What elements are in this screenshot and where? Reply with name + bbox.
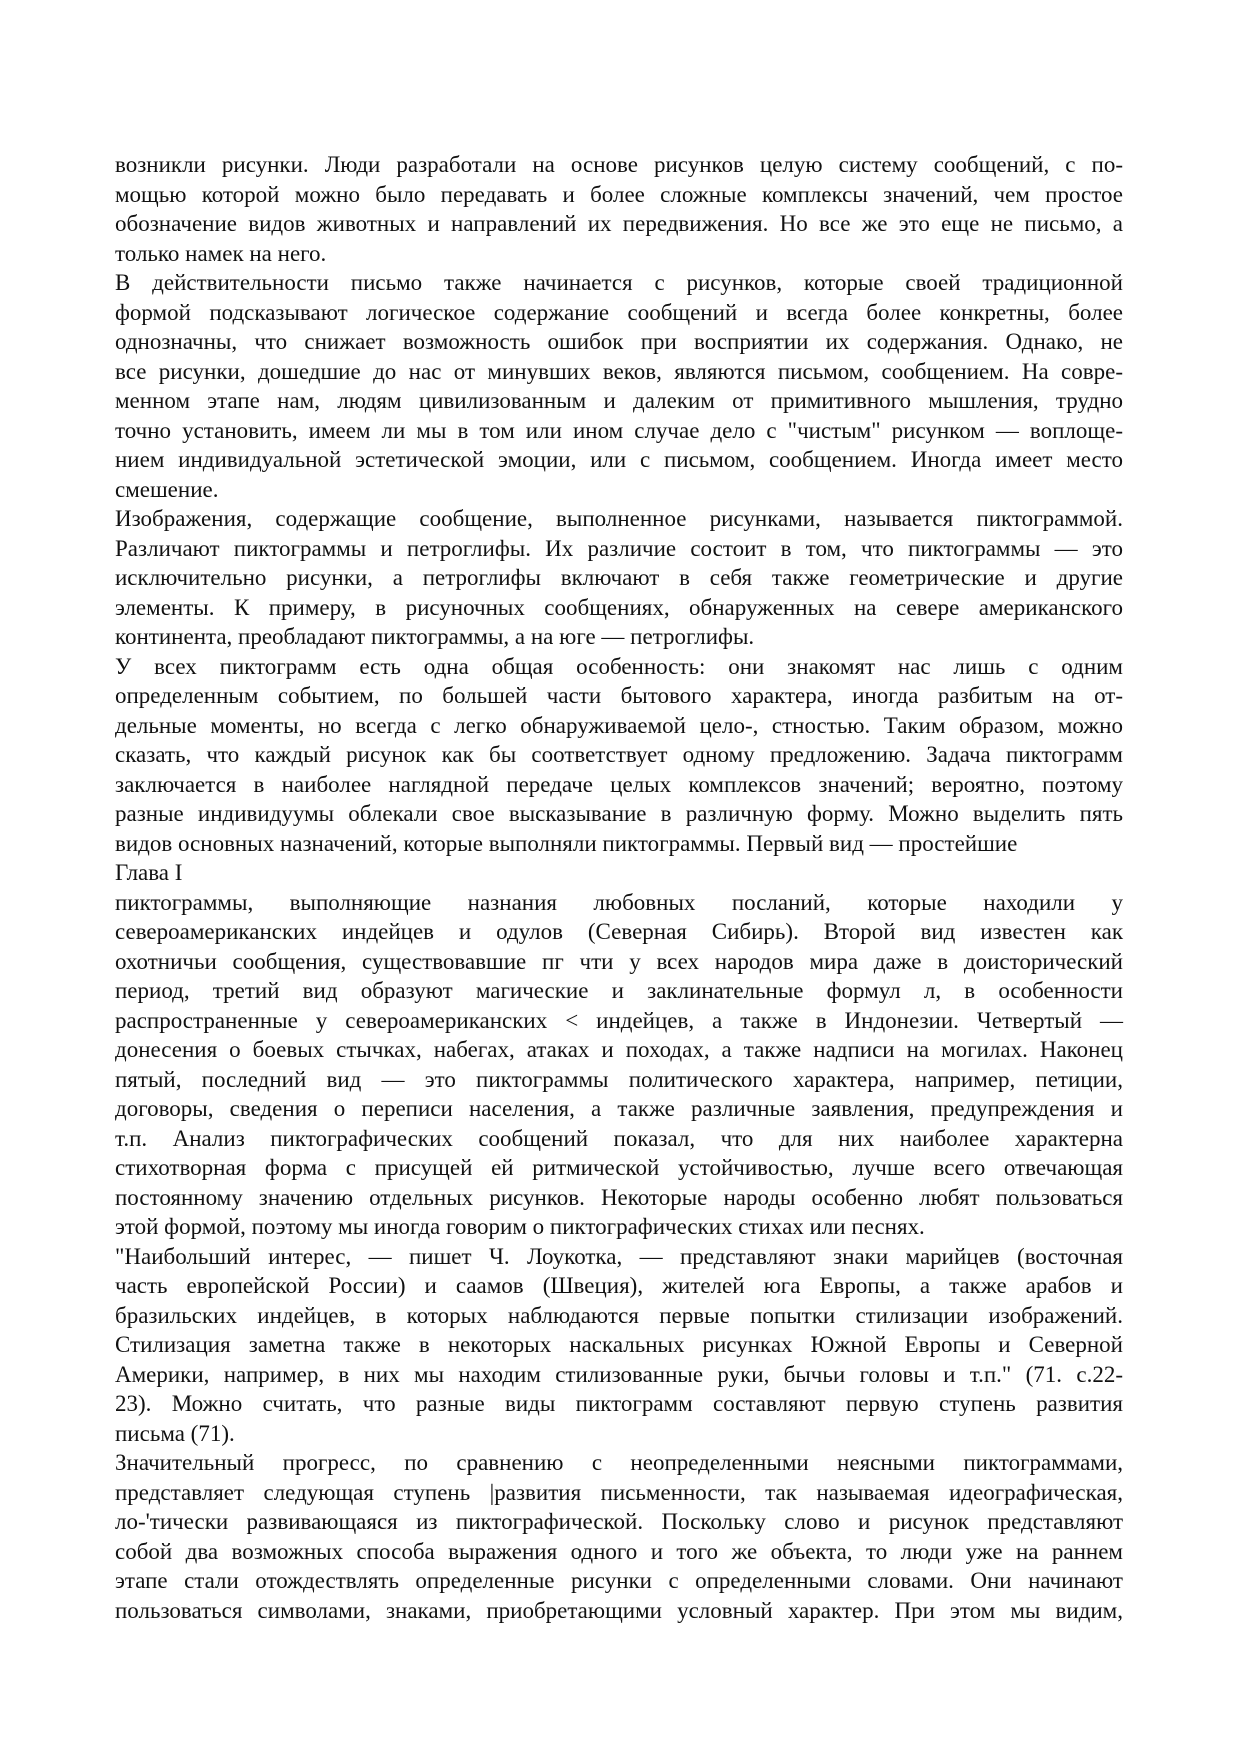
text-line: 23). Можно считать, что разные виды пиктограмм составляют первую ступень развития xyxy=(115,1391,1123,1416)
text-line: период, третий вид образуют магические и заклинательные формул л, в особенности xyxy=(115,978,1123,1003)
text-line: собой два возможных способа выражения одного и того же объекта, то люди уже на раннем xyxy=(115,1538,1123,1564)
paragraph xyxy=(115,1448,1123,1625)
text-line: т.п. Анализ пиктографических сообщений показал, что для них наиболее характерна xyxy=(115,1125,1123,1151)
text-line: нием индивидуальной эстетической эмоции, или с письмом, сообщением. Иногда имеет место xyxy=(115,447,1123,472)
text-line: смешение. xyxy=(115,476,219,502)
text-line: видов основных назначений, которые выполняли пиктограммы. Первый вид — простейшие xyxy=(115,830,1018,856)
text-line: только намек на него. xyxy=(115,240,327,266)
text-line: исключительно рисунки, а петроглифы включают в себя также геометрические и другие xyxy=(115,565,1123,590)
text-line: этапе стали отождествлять определенные рисунки с определенными словами. Они начинают xyxy=(115,1568,1123,1593)
document-page xyxy=(115,150,1123,1625)
text-line: постоянному значению отдельных рисунков. Некоторые народы особенно любят пользоваться xyxy=(115,1184,1123,1210)
text-line: Значительный прогресс, по сравнению с неопределенными неясными пиктограммами, xyxy=(115,1450,1123,1475)
text-line: Стилизация заметна также в некоторых наскальных рисунках Южной Европы и Северной xyxy=(115,1332,1123,1357)
text-line: бразильских индейцев, в которых наблюдаются первые попытки стилизации изображений. xyxy=(115,1302,1123,1328)
text-line: североамериканских индейцев и одулов (Северная Сибирь). Второй вид известен как xyxy=(115,919,1123,944)
paragraph xyxy=(115,888,1123,1242)
text-line: заключается в наиболее наглядной передаче целых комплексов значений; вероятно, поэтому xyxy=(115,771,1123,797)
text-line: Изображения, содержащие сообщение, выполненное рисунками, называется пиктограммой. xyxy=(115,506,1123,531)
text-line: точно установить, имеем ли мы в том или ином случае дело с "чистым" рисунком — воплоще- xyxy=(115,417,1123,443)
text-line: пользоваться символами, знаками, приобретающими условный характер. При этом мы видим, xyxy=(115,1597,1123,1623)
text-line: элементы. К примеру, в рисуночных сообщениях, обнаруженных на севере американского xyxy=(115,594,1123,620)
text-line: разные индивидуумы облекали свое высказывание в различную форму. Можно выделить пять xyxy=(115,801,1123,826)
text-line: распространенные у североамериканских < индейцев, а также в Индонезии. Четвертый — xyxy=(115,1007,1123,1033)
text-line: ло-'тически развивающаяся из пиктографической. Поскольку слово и рисунок представляют xyxy=(115,1509,1123,1534)
text-line: стихотворная форма с присущей ей ритмической устойчивостью, лучше всего отвечающая xyxy=(115,1155,1123,1180)
text-line: пиктограммы, выполняющие назнания любовных посланий, которые находили у xyxy=(115,889,1123,915)
text-line: этой формой, поэтому мы иногда говорим о пиктографических стихах или песнях. xyxy=(115,1214,925,1239)
paragraph xyxy=(115,268,1123,504)
text-line: часть европейской России) и саамов (Швеция), жителей юга Европы, а также арабов и xyxy=(115,1273,1123,1298)
text-line: континента, преобладают пиктограммы, а на юге — петроглифы. xyxy=(115,624,755,649)
paragraph xyxy=(115,1242,1123,1449)
text-line: однозначны, что снижает возможность ошибок при восприятии их содержания. Однако, не xyxy=(115,329,1123,354)
text-line: Америки, например, в них мы находим стилизованные руки, бычьи головы и т.п." (71. с.22- xyxy=(115,1361,1123,1387)
paragraph xyxy=(115,504,1123,652)
text-line: У всех пиктограмм есть одна общая особенность: они знакомят нас лишь с одним xyxy=(115,653,1123,679)
text-line: менном этапе нам, людям цивилизованным и далеким от примитивного мышления, трудно xyxy=(115,388,1123,413)
text-line: Глава I xyxy=(115,860,183,885)
text-line: мощью которой можно было передавать и более сложные комплексы значений, чем простое xyxy=(115,181,1123,207)
text-line: все рисунки, дошедшие до нас от минувших веков, являются письмом, сообщением. На совре- xyxy=(115,358,1123,384)
text-line: В действительности письмо также начинается с рисунков, которые своей традиционной xyxy=(115,270,1123,295)
chapter-label xyxy=(115,858,1123,888)
paragraph xyxy=(115,150,1123,268)
text-line: возникли рисунки. Люди разработали на основе рисунков целую систему сообщений, с по- xyxy=(115,152,1123,177)
text-line: охотничьи сообщения, существовавшие пг чти у всех народов мира даже в доисторический xyxy=(115,948,1123,974)
text-line: обозначение видов животных и направлений их передвижения. Но все же это еще не письмо, а xyxy=(115,211,1123,236)
text-line: определенным событием, по большей части бытового характера, иногда разбитым на от- xyxy=(115,683,1123,708)
text-line: представляет следующая ступень |развития письменности, так называемая идеографическая, xyxy=(115,1479,1123,1505)
text-line: донесения о боевых стычках, набегах, атаках и походах, а также надписи на могилах. Наконец xyxy=(115,1037,1123,1062)
text-line: пятый, последний вид — это пиктограммы политического характера, например, петиции, xyxy=(115,1066,1123,1092)
text-line: договоры, сведения о переписи населения, а также различные заявления, предупреждения и xyxy=(115,1096,1123,1121)
text-line: дельные моменты, но всегда с легко обнаруживаемой цело-, стностью. Таким образом, можно xyxy=(115,712,1123,738)
text-line: письма (71). xyxy=(115,1420,235,1446)
text-line: формой подсказывают логическое содержание сообщений и всегда более конкретны, более xyxy=(115,299,1123,325)
text-line: Различают пиктограммы и петроглифы. Их различие состоит в том, что пиктограммы — это xyxy=(115,535,1123,561)
text-line: "Наибольший интерес, — пишет Ч. Лоукотка, — представляют знаки марийцев (восточная xyxy=(115,1243,1123,1269)
text-line: сказать, что каждый рисунок как бы соответствует одному предложению. Задача пиктограмм xyxy=(115,742,1123,767)
paragraph xyxy=(115,652,1123,859)
